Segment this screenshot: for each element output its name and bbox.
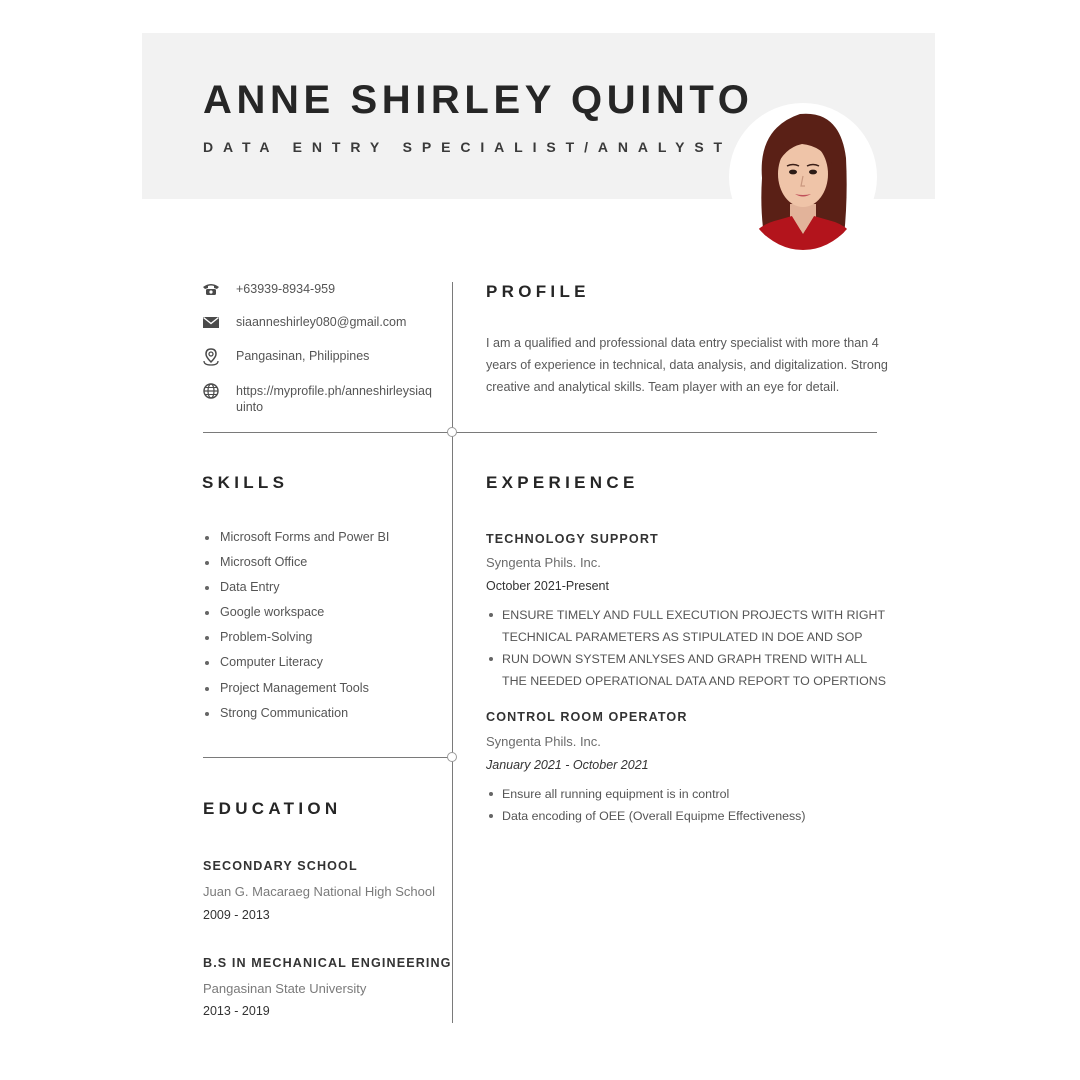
job-title: TECHNOLOGY SUPPORT — [486, 532, 659, 546]
job-dates: October 2021-Present — [486, 579, 609, 593]
mail-icon — [201, 314, 221, 330]
profile-text: I am a qualified and professional data entry specialist with more than 4 years of experience in technical, data analysis, and digitalization. Strong creative and analytical skills. Team player with an eye for detail. — [486, 336, 888, 394]
contact-email[interactable]: siaanneshirley080@gmail.com — [236, 315, 407, 329]
job-dates: January 2021 - October 2021 — [486, 758, 649, 772]
divider-node-top — [447, 427, 457, 437]
education-degree: B.S IN MECHANICAL ENGINEERING — [203, 956, 452, 970]
education-years: 2009 - 2013 — [203, 908, 270, 922]
globe-icon — [201, 383, 221, 399]
list-item: Microsoft Office — [203, 553, 389, 578]
horizontal-divider-left — [203, 757, 453, 758]
list-item: Ensure all running equipment is in control — [486, 783, 886, 805]
horizontal-divider-top — [203, 432, 877, 433]
list-item: Microsoft Forms and Power BI — [203, 528, 389, 553]
resume-name: ANNE SHIRLEY QUINTO — [203, 78, 754, 122]
list-item: Google workspace — [203, 603, 389, 628]
skills-heading: SKILLS — [202, 473, 289, 492]
job-bullets — [486, 604, 886, 692]
contact-phone: +63939-8934-959 — [236, 282, 336, 296]
phone-icon — [201, 281, 221, 297]
education-degree: SECONDARY SCHOOL — [203, 859, 358, 873]
skills-list — [203, 528, 389, 729]
list-item: Computer Literacy — [203, 653, 389, 678]
resume-role: DATA ENTRY SPECIALIST/ANALYST — [203, 139, 733, 155]
list-item: Problem-Solving — [203, 628, 389, 653]
list-item: Project Management Tools — [203, 679, 389, 704]
contact-location: Pangasinan, Philippines — [236, 349, 370, 363]
list-item: Data Entry — [203, 578, 389, 603]
list-item: Strong Communication — [203, 704, 389, 729]
profile-heading: PROFILE — [486, 282, 590, 301]
job-title: CONTROL ROOM OPERATOR — [486, 710, 688, 724]
profile-photo — [740, 108, 866, 250]
job-company: Syngenta Phils. Inc. — [486, 555, 601, 570]
experience-heading: EXPERIENCE — [486, 473, 639, 492]
contact-website[interactable]: https://myprofile.ph/anneshirleysiaquinto — [236, 384, 432, 414]
job-bullets — [486, 783, 886, 827]
list-item: Data encoding of OEE (Overall Equipme Effectiveness) — [486, 805, 886, 827]
vertical-divider — [452, 282, 453, 1023]
divider-node-middle — [447, 752, 457, 762]
list-item: RUN DOWN SYSTEM ANLYSES AND GRAPH TREND WITH ALL THE NEEDED OPERATIONAL DATA AND REPORT TO OPERTIONS — [486, 648, 886, 692]
education-years: 2013 - 2019 — [203, 1004, 270, 1018]
education-school: Pangasinan State University — [203, 981, 367, 996]
job-company: Syngenta Phils. Inc. — [486, 734, 601, 749]
location-pin-icon — [201, 348, 221, 364]
list-item: ENSURE TIMELY AND FULL EXECUTION PROJECTS WITH RIGHT TECHNICAL PARAMETERS AS STIPULATED IN DOE AND SOP — [486, 604, 886, 648]
education-school: Juan G. Macaraeg National High School — [203, 884, 435, 899]
education-heading: EDUCATION — [203, 799, 342, 818]
